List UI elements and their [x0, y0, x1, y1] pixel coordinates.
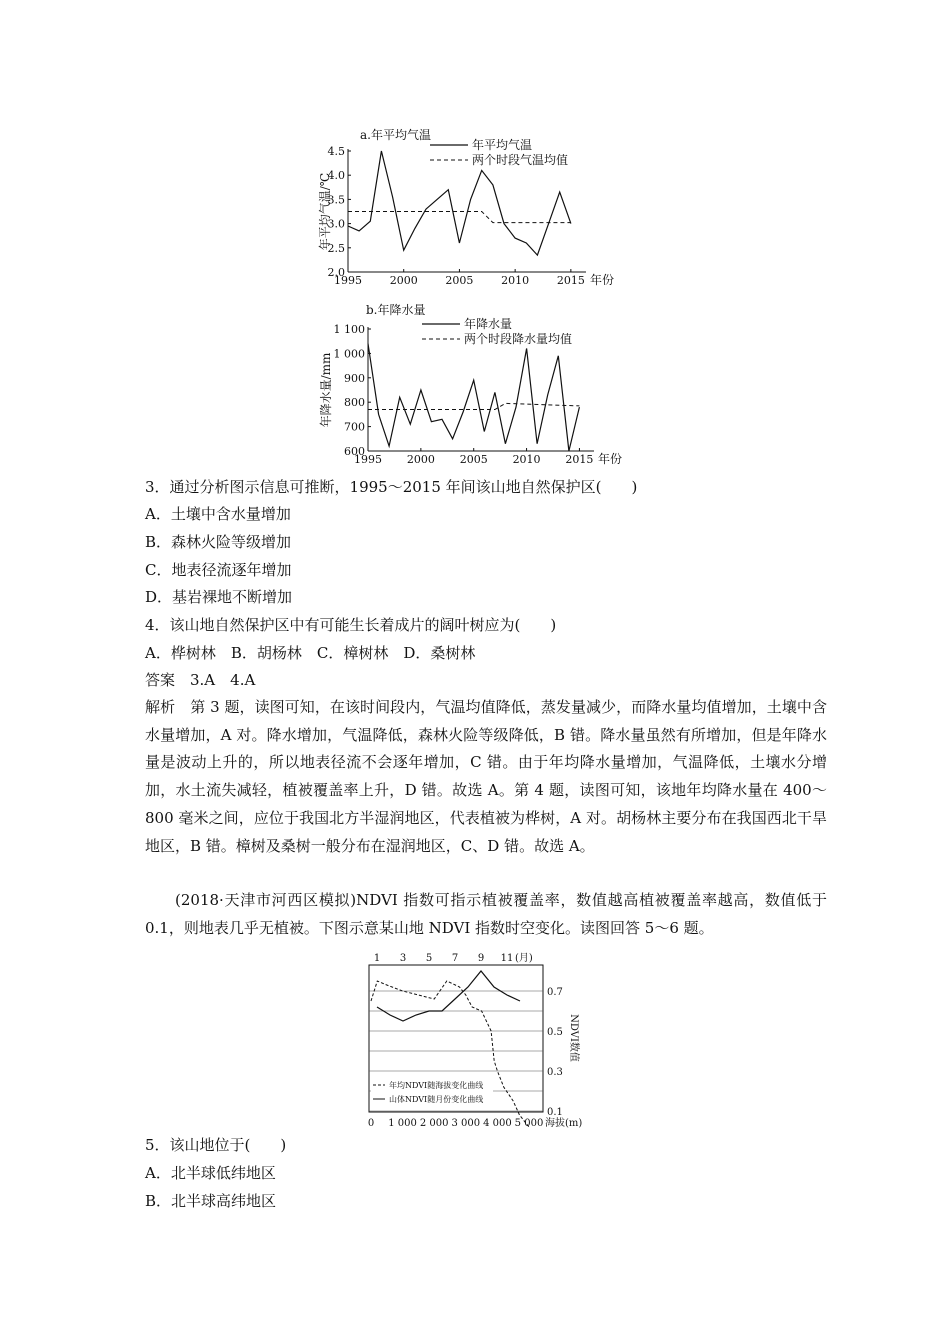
analysis-paragraph: 解析 第 3 题，读图可知，在该时间段内，气温均值降低，蒸发量减少，而降水量均值增加，土壤中含水量增加，A 对。降水增加，气温降低，森林火险等级降低，B 错。降水量虽然有所增加，但是年降水量是波动上升的，所以地表径流不会逐年增加，C 错。由于年均降水量增加，气温降低，土壤水分增加，水土流失减轻，植被覆盖率上升，D 错。故选 A。第 4 题，读图可知，该地年均降水量在 400～800 毫米之间，应位于我国北方半湿润地区，代表植被为桦树，A 对。胡杨林主要分布在我国西北干旱地区，B 错。樟树及桑树一般分布在湿润地区，C、D 错。故选 A。	[145, 698, 827, 855]
legend-dash-label: 两个时段降水量均值	[464, 332, 573, 346]
bottom-tick-label: 3 000	[451, 1118, 481, 1129]
x-tick-label: 2015	[556, 274, 585, 287]
x-tick-label: 2005	[445, 274, 474, 287]
bottom-tick-label: 5 000	[514, 1118, 544, 1129]
annual-series-line	[368, 344, 579, 451]
x-tick-label: 2000	[389, 274, 418, 287]
top-tick-label: 3	[399, 953, 407, 964]
precipitation-chart-svg	[320, 302, 625, 472]
x-tick-label: 2000	[406, 453, 435, 466]
question-3-option-b: B．森林火险等级增加	[145, 533, 292, 551]
chart-title: b.年降水量	[366, 303, 426, 317]
chart-title: a.年平均气温	[360, 128, 431, 142]
question-3-stem: 3．通过分析图示信息可推断，1995～2015 年间该山地自然保护区( )	[145, 478, 638, 496]
legend-line-label: 年平均气温	[472, 138, 533, 152]
y-tick-label: 3.5	[327, 193, 345, 207]
right-axis-title: NDVI数值	[568, 1014, 579, 1062]
top-tick-label: 11	[500, 953, 514, 964]
x-tick-label: 1995	[354, 453, 382, 466]
x-axis-title: 年份	[590, 273, 615, 287]
y-tick-label: 700	[344, 420, 365, 434]
question-5-option-b: B．北半球高纬地区	[145, 1192, 277, 1210]
y-tick-label: 800	[344, 396, 365, 410]
x-tick-label: 2010	[501, 274, 530, 287]
y-axis-title: 年平均气温/℃	[318, 172, 332, 251]
temperature-chart	[320, 125, 620, 295]
bottom-axis-title: 海拔(m)	[545, 1118, 583, 1129]
y-tick-label: 2.0	[327, 266, 345, 279]
legend-line-label: 年降水量	[464, 317, 513, 331]
precipitation-chart	[320, 302, 625, 472]
intro-paragraph: (2018·天津市河西区模拟)NDVI 指数可指示植被覆盖率，数值越高植被覆盖率越高，数值低于 0.1，则地表几乎无植被。下图示意某山地 NDVI 指数时空变化。读图回答 5～6 题。	[145, 891, 827, 937]
monthly-ndvi-line	[377, 971, 520, 1021]
bottom-tick-label: 0	[367, 1118, 375, 1129]
y-tick-label: 4.0	[327, 169, 345, 183]
y-tick-label: 2.5	[327, 241, 345, 255]
legend-line-label: 山体NDVI随月份变化曲线	[389, 1095, 484, 1104]
x-tick-label: 2005	[459, 453, 488, 466]
legend-dash-label: 年均NDVI随海拔变化曲线	[389, 1081, 484, 1090]
top-tick-label: 7	[451, 953, 459, 964]
x-axis-title: 年份	[598, 452, 623, 466]
question-5-option-a: A．北半球低纬地区	[145, 1164, 276, 1182]
question-3-option-a: A．土壤中含水量增加	[145, 505, 291, 523]
top-tick-label: 1	[373, 953, 381, 964]
right-tick-label: 0.5	[547, 1027, 563, 1038]
question-3-option-d: D．基岩裸地不断增加	[145, 588, 293, 606]
x-tick-label: 2015	[565, 453, 594, 466]
y-tick-label: 4.5	[327, 145, 345, 158]
y-axis-title: 年降水量/mm	[319, 352, 333, 428]
temperature-chart-svg	[320, 125, 620, 295]
question-4-options: A．桦树林 B．胡杨林 C．樟树林 D．桑树林	[145, 644, 476, 662]
y-tick-label: 1 000	[333, 347, 365, 361]
top-tick-label: 5	[425, 953, 433, 964]
mean-series-line	[368, 403, 579, 409]
ndvi-chart	[355, 950, 600, 1132]
bottom-tick-label: 4 000	[483, 1118, 512, 1129]
question-4-stem: 4．该山地自然保护区中有可能生长着成片的阔叶树应为( )	[145, 616, 557, 634]
right-tick-label: 0.1	[547, 1107, 563, 1118]
top-axis-unit: (月)	[515, 953, 533, 964]
question-5-stem: 5．该山地位于( )	[145, 1136, 287, 1154]
answer-line: 答案 3.A 4.A	[145, 671, 256, 689]
legend-dash-label: 两个时段气温均值	[472, 153, 569, 167]
y-tick-label: 3.0	[327, 217, 345, 231]
top-tick-label: 9	[477, 953, 485, 964]
mean-series-line	[348, 212, 571, 223]
right-tick-label: 0.7	[547, 987, 563, 998]
x-tick-label: 1995	[334, 274, 362, 287]
y-tick-label: 600	[344, 445, 365, 458]
bottom-tick-label: 1 000	[388, 1118, 417, 1129]
right-tick-label: 0.3	[547, 1067, 563, 1078]
x-tick-label: 2010	[512, 453, 541, 466]
y-tick-label: 900	[344, 371, 365, 385]
bottom-tick-label: 2 000	[419, 1118, 449, 1129]
question-3-option-c: C．地表径流逐年增加	[145, 561, 292, 579]
y-tick-label: 1 100	[333, 323, 365, 336]
ndvi-chart-svg	[355, 950, 600, 1132]
